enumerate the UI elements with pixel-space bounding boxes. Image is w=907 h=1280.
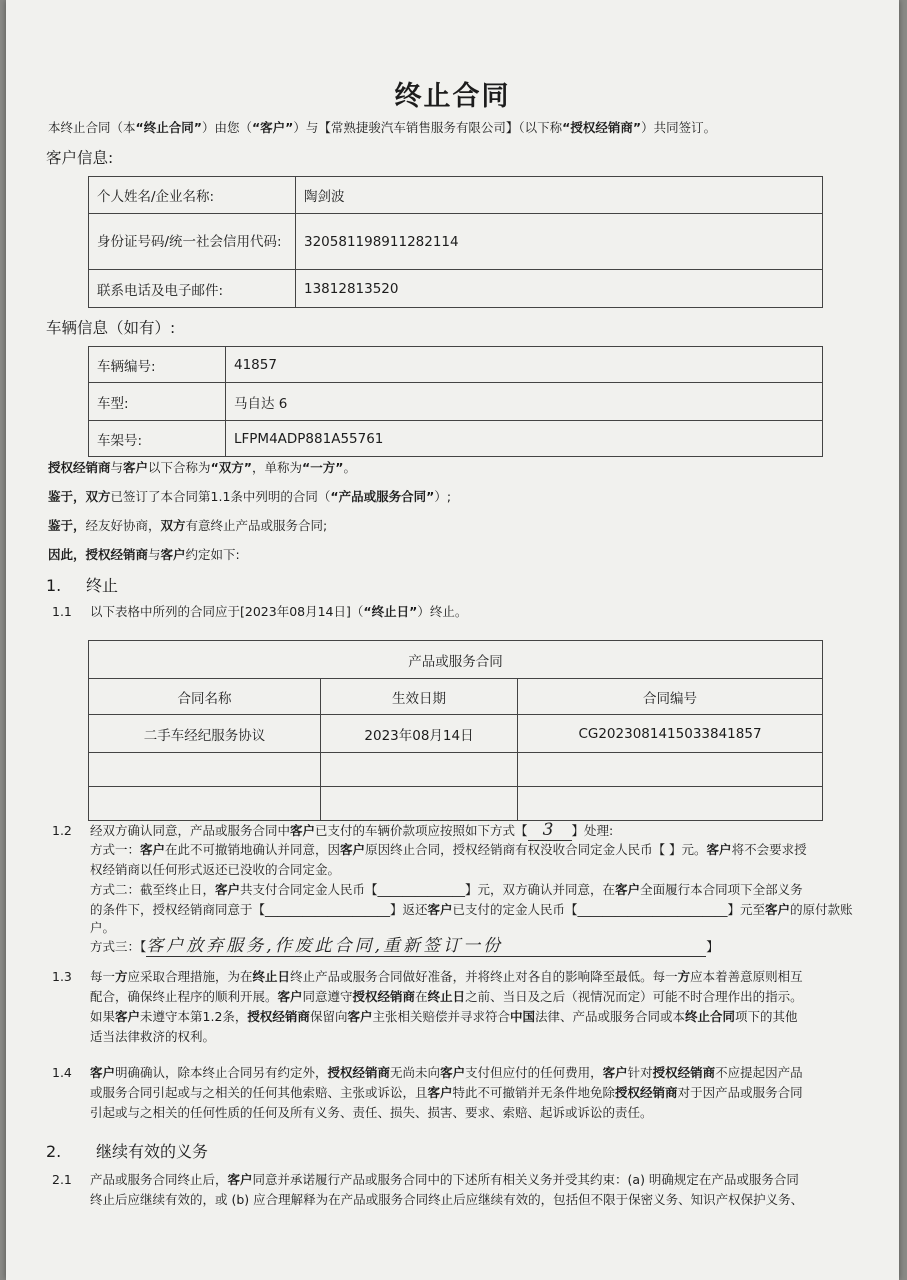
text: 】处理: (571, 823, 614, 838)
table-row (89, 787, 823, 821)
text: 如果 (90, 1009, 116, 1024)
empty-cell (518, 787, 823, 821)
text: 经双方确认同意，产品或服务合同中 (90, 823, 291, 838)
text: 与 (110, 460, 124, 475)
vehicle-heading: 车辆信息（如有）: (46, 319, 176, 337)
column-header: 合同名称 (89, 679, 321, 715)
customer-heading: 客户信息: (46, 149, 114, 167)
term: 客户 (340, 842, 366, 857)
text: ）终止。 (417, 604, 468, 619)
term: 授权经销商 (615, 1085, 678, 1100)
table-columns-row (89, 679, 823, 715)
term: 客户 (123, 460, 149, 475)
text: 同意遵守 (302, 989, 353, 1004)
empty-cell (89, 787, 321, 821)
text: 每一 (90, 969, 116, 984)
term: 授权经销商 (327, 1065, 391, 1080)
term: 客户 (602, 1065, 628, 1080)
empty-cell (321, 787, 518, 821)
term: 中国 (509, 1009, 535, 1024)
term: 客户 (427, 1085, 453, 1100)
term: 终止日 (252, 969, 291, 984)
table-row (89, 177, 823, 214)
term: “终止日” (363, 604, 418, 619)
term: 方 (677, 969, 691, 984)
term: 客户 (440, 1065, 466, 1080)
text: ）由您（ (201, 120, 252, 135)
text: 不应提起因产品 (715, 1065, 803, 1080)
intro-paragraph (48, 118, 879, 138)
section-2-heading (46, 1139, 208, 1162)
table-row (89, 270, 823, 308)
term: “产品或服务合同” (330, 489, 435, 504)
text: 支付但应付的任何费用， (465, 1065, 603, 1080)
clause-number: 1.2 (52, 823, 72, 838)
value: 13812813520 (296, 270, 823, 308)
term: 客户 (290, 823, 316, 838)
table-row (89, 421, 823, 457)
text: 方式二：截至终止日， (90, 882, 216, 897)
contract-name: 二手车经纪服务协议 (89, 715, 321, 753)
text: 共支付合同定金人民币【______________】元，双方确认并同意，在 (240, 882, 616, 897)
clause-1-3-line-2 (90, 987, 879, 1007)
table-row (89, 347, 823, 383)
clause-1-1 (52, 602, 879, 622)
clause-2-1 (52, 1170, 879, 1190)
text: 项下的其他 (735, 1009, 798, 1024)
text: 特此不可撤销并无条件地免除 (452, 1085, 616, 1100)
text: 将不会要求授 (731, 842, 807, 857)
table-row (89, 214, 823, 270)
table-row (89, 715, 823, 753)
term: 授权经销商 (652, 1065, 716, 1080)
method-3 (90, 936, 879, 957)
text: 无尚未向 (390, 1065, 441, 1080)
column-header: 生效日期 (321, 679, 518, 715)
section-1-heading (46, 573, 118, 596)
label: 个人姓名/企业名称: (89, 177, 296, 214)
value: 陶剑波 (296, 177, 823, 214)
text: 应采取合理措施，为在 (127, 969, 253, 984)
section-title: 终止 (86, 576, 119, 595)
document-page (6, 0, 899, 1280)
term: 方 (115, 969, 128, 984)
method-2-end: 户。 (90, 920, 116, 935)
term: 客户 (90, 1065, 116, 1080)
clause-2-1-line-2: 终止后应继续有效的，或 (b) 应合理解释为在产品或服务合同终止后应继续有效的，包括但不限于保密义务、知识产权保护义务、 (90, 1192, 804, 1207)
text: 终止产品或服务合同做好准备，并将终止对各自的影响降至最低。每一 (290, 969, 678, 984)
term: 客户 (115, 1009, 141, 1024)
clause-number: 1.4 (52, 1065, 72, 1080)
text: 。 (343, 460, 356, 475)
text: 有意终止产品或服务合同; (185, 518, 328, 533)
clause-1-3 (52, 967, 879, 987)
clause-number: 1.1 (52, 604, 72, 619)
effective-date: 2023年08月14日 (321, 715, 518, 753)
value: 320581198911282114 (296, 214, 823, 270)
text: 已签订了本合同第1.1条中列明的合同（ (110, 489, 331, 504)
text: 或服务合同引起或与之相关的任何其他索赔、主张或诉讼，且 (90, 1085, 428, 1100)
clause-number: 1.3 (52, 969, 72, 984)
text: 全面履行本合同项下全部义务 (640, 882, 803, 897)
term: 客户 (160, 547, 186, 562)
method-1-cont: 权经销商以任何形式返还已没收的合同定金。 (90, 862, 341, 877)
term: 鉴于， (48, 518, 86, 533)
value: LFPM4ADP881A55761 (226, 421, 823, 457)
handwritten-note: 客户放弃服务,作废此合同,重新签订一份 (146, 936, 706, 957)
text: 在 (415, 989, 428, 1004)
method-2-cont (90, 900, 879, 920)
text: 本终止合同（本 (48, 120, 136, 135)
text: 经友好协商， (85, 518, 161, 533)
clause-1-2 (52, 820, 879, 841)
table-row (89, 753, 823, 787)
text: 的条件下，授权经销商同意于【____________________】返还 (90, 902, 428, 917)
method-1 (90, 840, 879, 860)
text: 保留向 (309, 1009, 348, 1024)
clause-1-3-line-4: 适当法律救济的权利。 (90, 1029, 216, 1044)
section-number: 2. (46, 1142, 62, 1161)
customer-table (88, 176, 823, 308)
text: 针对 (627, 1065, 653, 1080)
text: 明确确认，除本终止合同另有约定外， (115, 1065, 328, 1080)
clause-1-4-line-2 (90, 1083, 879, 1103)
text: ）共同签订。 (641, 120, 717, 135)
term: 双方 (85, 489, 111, 504)
section-number: 1. (46, 576, 62, 595)
term: 客户 (427, 902, 453, 917)
text: 方式一： (90, 842, 141, 857)
value: 马自达 6 (226, 383, 823, 421)
handwritten-choice: 3 (528, 820, 572, 841)
text: ）与【常熟捷骏汽车销售服务有限公司】（以下称 (293, 120, 563, 135)
whereas-2 (48, 516, 879, 536)
text: 产品或服务合同终止后， (90, 1172, 228, 1187)
text: 在此不可撤销地确认并同意，因 (165, 842, 341, 857)
contracts-table (88, 640, 823, 821)
term: 双方 (160, 518, 186, 533)
text: 未遵守本第1.2条， (140, 1009, 248, 1024)
term: “双方” (210, 460, 252, 475)
contract-number: CG2023081415033841857 (518, 715, 823, 753)
label: 车型: (89, 383, 226, 421)
term: 客户 (765, 902, 791, 917)
term: 授权经销商 (247, 1009, 310, 1024)
term: “客户” (251, 120, 294, 135)
term: 客户 (140, 842, 166, 857)
text: 已支付的定金人民币【________________________】元至 (452, 902, 766, 917)
text: 已支付的车辆价款项应按照如下方式【 (315, 823, 528, 838)
empty-cell (321, 753, 518, 787)
document-title: 终止合同 (394, 81, 511, 112)
term: 客户 (706, 842, 732, 857)
term: 终止合同 (685, 1009, 736, 1024)
text: ，单称为 (252, 460, 303, 475)
table-caption: 产品或服务合同 (89, 641, 823, 679)
clause-number: 2.1 (52, 1172, 72, 1187)
text: 约定如下: (185, 547, 240, 562)
term: 客户 (277, 989, 303, 1004)
term: 客户 (215, 882, 241, 897)
term: 鉴于， (48, 489, 86, 504)
text: 的原付款账 (790, 902, 853, 917)
term: 终止日 (427, 989, 466, 1004)
text: 方式三：【 (90, 939, 147, 954)
label: 车架号: (89, 421, 226, 457)
term: 授权经销商 (48, 460, 111, 475)
text: 同意并承诺履行产品或服务合同中的下述所有相关义务并受其约束：(a) 明确规定在产品或服务合同 (252, 1172, 799, 1187)
label: 联系电话及电子邮件: (89, 270, 296, 308)
clause-1-4-line-3: 引起或与之相关的任何性质的任何及所有义务、责任、损失、损害、要求、索赔、起诉或诉讼的责任。 (90, 1105, 653, 1120)
text: 法律、产品或服务合同或本 (535, 1009, 686, 1024)
text: 配合，确保终止程序的顺利开展。 (90, 989, 278, 1004)
term: “授权经销商” (562, 120, 642, 135)
label: 车辆编号: (89, 347, 226, 383)
vehicle-table (88, 346, 823, 457)
value: 41857 (226, 347, 823, 383)
empty-cell (518, 753, 823, 787)
parties-definition (48, 458, 879, 478)
text: ）; (434, 489, 452, 504)
text: 对于因产品或服务合同 (677, 1085, 803, 1100)
column-header: 合同编号 (518, 679, 823, 715)
text: 应本着善意原则相互 (690, 969, 803, 984)
empty-cell (89, 753, 321, 787)
section-title: 继续有效的义务 (96, 1142, 209, 1161)
term: “一方” (302, 460, 344, 475)
therefore (48, 545, 879, 565)
method-2 (90, 880, 879, 900)
term: 授权经销商 (352, 989, 416, 1004)
text: 】 (706, 939, 719, 954)
text: 主张相关赔偿并寻求符合 (372, 1009, 510, 1024)
text: 原因终止合同，授权经销商有权没收合同定金人民币【 】元。 (365, 842, 707, 857)
table-header-row (89, 641, 823, 679)
term: 客户 (615, 882, 641, 897)
term: “终止合同” (135, 120, 202, 135)
clause-1-3-line-3 (90, 1007, 879, 1027)
term: 客户 (347, 1009, 373, 1024)
text: 之前、当日及之后（视情况而定）可能不时合理作出的指示。 (465, 989, 803, 1004)
clause-1-4 (52, 1063, 879, 1083)
text: 与 (148, 547, 161, 562)
label: 身份证号码/统一社会信用代码: (89, 214, 296, 270)
term: 因此，授权经销商 (48, 547, 149, 562)
text: 以下合称为 (148, 460, 211, 475)
table-row (89, 383, 823, 421)
term: 客户 (227, 1172, 253, 1187)
text: 以下表格中所列的合同应于[2023年08月14日]（ (90, 604, 364, 619)
whereas-1 (48, 487, 879, 507)
